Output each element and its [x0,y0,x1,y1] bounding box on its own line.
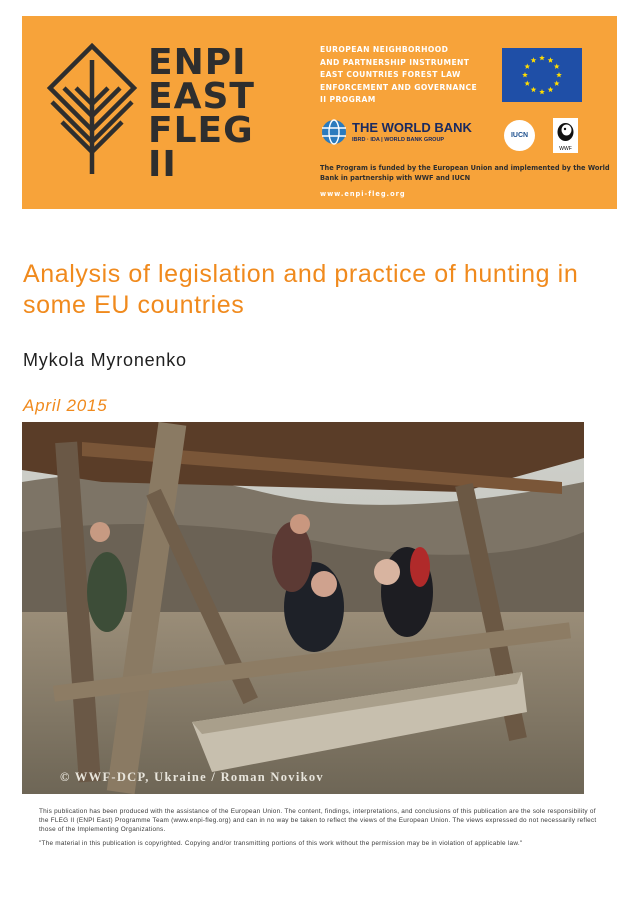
cover-photo [22,422,584,794]
hunting-feeder-photo [22,422,584,794]
world-bank-subtitle: IBRD · IDA | WORLD BANK GROUP [352,137,445,143]
tree-logo-icon [46,42,138,180]
logo-line: II [148,144,177,185]
eu-star [556,72,562,77]
photo-credit: © WWF-DCP, Ukraine / Roman Novikov [60,770,324,784]
program-line: AND PARTNERSHIP INSTRUMENT [320,57,470,67]
logo-line: ENPI [148,42,247,83]
logo-line: FLEG [148,110,254,151]
eu-star [531,87,537,92]
logo-line: EAST [148,76,255,117]
program-website: www.enpi-fleg.org [320,190,406,198]
program-line: EAST COUNTRIES FOREST LAW [320,70,461,80]
enpi-fleg-logo-text [148,42,258,185]
iucn-logo: IUCN [504,120,535,151]
eu-star [522,72,528,77]
wwf-logo [553,118,578,153]
eu-star [539,55,545,60]
eu-flag-icon [502,48,582,102]
document-title: Analysis of legislation and practice of hunting in some EU countries [23,260,579,319]
eu-star [554,81,560,86]
eu-star [539,89,545,94]
world-bank-name: THE WORLD BANK [352,120,472,135]
eu-star [548,57,554,62]
program-line: ENFORCEMENT AND GOVERNANCE [320,82,478,92]
program-banner [22,16,617,209]
world-bank-globe-icon [320,118,348,146]
program-line: EUROPEAN NEIGHBORHOOD [320,45,449,54]
eu-star [554,64,560,69]
eu-star [548,87,554,92]
program-line: II PROGRAM [320,95,376,105]
program-name [320,44,500,107]
eu-star [524,64,530,69]
panda-icon [553,118,578,144]
eu-disclaimer: This publication has been produced with the assistance of the European Union. The content, findings, interpretations, and conclusions of this publication are the sole responsibility of the FLEG II (ENPI East) Programme Team (www.enpi-fleg.org) and can in no way be taken to reflect the views of the European Union. The views expressed do not necessarily reflect those of the Implementing Organizations. [39,808,597,834]
author-name: Mykola Myronenko [23,350,187,370]
publication-date: April 2015 [23,396,108,415]
funding-statement: The Program is funded by the European Union and implemented by the World Bank in partnership with WWF and IUCN [320,164,610,182]
copyright-notice: "The material in this publication is copyrighted. Copying and/or transmitting portions of this work without the permission may be in violation of applicable law." [39,840,523,847]
wwf-label: WWF [559,146,572,152]
eu-star [531,57,537,62]
eu-star [524,81,530,86]
